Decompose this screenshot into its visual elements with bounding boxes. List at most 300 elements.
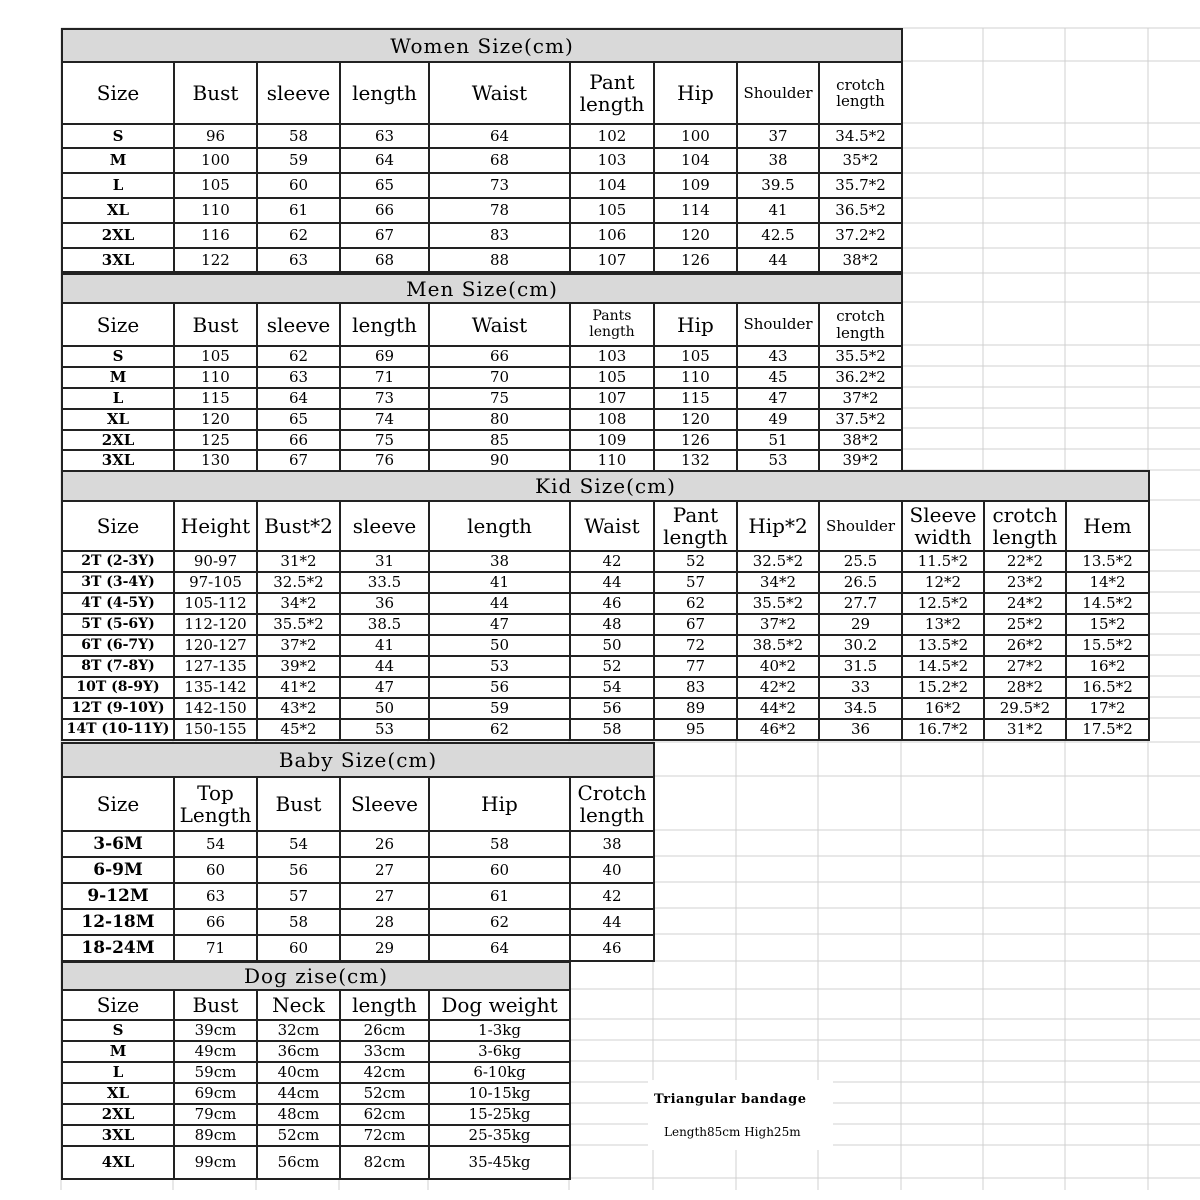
- women-header-hip: Hip: [654, 62, 737, 124]
- kid-value-cell: 36: [819, 719, 902, 740]
- kid-value-cell: 56: [570, 698, 654, 719]
- dog-value-cell: 89cm: [174, 1125, 257, 1146]
- women-title: Women Size(cm): [62, 29, 902, 62]
- kid-value-cell: 47: [340, 677, 429, 698]
- kid-value-cell: 48: [570, 614, 654, 635]
- women-size-cell: S: [62, 124, 174, 148]
- women-value-cell: 63: [340, 124, 429, 148]
- men-value-cell: 120: [654, 409, 737, 430]
- women-value-cell: 107: [570, 248, 654, 272]
- baby-value-cell: 61: [429, 883, 570, 909]
- women-header-size: Size: [62, 62, 174, 124]
- dog-size-cell: 2XL: [62, 1104, 174, 1125]
- baby-size-cell: 9-12M: [62, 883, 174, 909]
- dog-value-cell: 72cm: [340, 1125, 429, 1146]
- kid-value-cell: 42: [570, 551, 654, 572]
- men-value-cell: 126: [654, 430, 737, 450]
- women-value-cell: 110: [174, 198, 257, 223]
- note-detail: Length85cm High25m: [664, 1125, 801, 1139]
- kid-value-cell: 13.5*2: [902, 635, 984, 656]
- kid-size-cell: 6T (6-7Y): [62, 635, 174, 656]
- dog-size-cell: M: [62, 1041, 174, 1062]
- women-header-waist: Waist: [429, 62, 570, 124]
- men-header-waist: Waist: [429, 303, 570, 346]
- kid-value-cell: 95: [654, 719, 737, 740]
- dog-title: Dog zise(cm): [62, 962, 570, 990]
- kid-size-cell: 14T (10-11Y): [62, 719, 174, 740]
- men-header-shoulder: Shoulder: [737, 303, 819, 346]
- women-size-cell: M: [62, 148, 174, 173]
- women-value-cell: 66: [340, 198, 429, 223]
- dog-row: [62, 1146, 570, 1179]
- baby-value-cell: 60: [257, 935, 340, 961]
- men-value-cell: 62: [257, 346, 340, 367]
- women-size-cell: XL: [62, 198, 174, 223]
- baby-size-cell: 18-24M: [62, 935, 174, 961]
- men-row: [62, 346, 902, 367]
- women-value-cell: 65: [340, 173, 429, 198]
- women-value-cell: 35*2: [819, 148, 902, 173]
- kid-header-length: length: [429, 501, 570, 551]
- men-value-cell: 69: [340, 346, 429, 367]
- dog-header-dog-weight: Dog weight: [429, 990, 570, 1020]
- baby-value-cell: 66: [174, 909, 257, 935]
- women-value-cell: 36.5*2: [819, 198, 902, 223]
- dog-size-table: [61, 961, 571, 1180]
- men-value-cell: 120: [174, 409, 257, 430]
- men-value-cell: 105: [654, 346, 737, 367]
- men-value-cell: 90: [429, 450, 570, 471]
- kid-header-sleeve: sleeve: [340, 501, 429, 551]
- baby-value-cell: 44: [570, 909, 654, 935]
- baby-value-cell: 54: [257, 831, 340, 857]
- kid-header-shoulder: Shoulder: [819, 501, 902, 551]
- baby-row: [62, 935, 654, 961]
- kid-row: [62, 572, 1149, 593]
- dog-size-cell: L: [62, 1062, 174, 1083]
- dog-row: [62, 1020, 570, 1041]
- men-value-cell: 108: [570, 409, 654, 430]
- kid-value-cell: 41: [340, 635, 429, 656]
- men-size-cell: M: [62, 367, 174, 388]
- men-value-cell: 51: [737, 430, 819, 450]
- kid-value-cell: 15*2: [1066, 614, 1149, 635]
- women-value-cell: 67: [340, 223, 429, 248]
- kid-value-cell: 90-97: [174, 551, 257, 572]
- women-row: [62, 248, 902, 272]
- kid-value-cell: 42*2: [737, 677, 819, 698]
- kid-header-hip-2: Hip*2: [737, 501, 819, 551]
- baby-value-cell: 60: [429, 857, 570, 883]
- women-header-sleeve: sleeve: [257, 62, 340, 124]
- women-value-cell: 105: [174, 173, 257, 198]
- dog-value-cell: 59cm: [174, 1062, 257, 1083]
- dog-row: [62, 1041, 570, 1062]
- kid-header-waist: Waist: [570, 501, 654, 551]
- kid-value-cell: 83: [654, 677, 737, 698]
- kid-value-cell: 33: [819, 677, 902, 698]
- dog-value-cell: 69cm: [174, 1083, 257, 1104]
- dog-value-cell: 82cm: [340, 1146, 429, 1179]
- dog-value-cell: 62cm: [340, 1104, 429, 1125]
- women-value-cell: 116: [174, 223, 257, 248]
- men-size-cell: S: [62, 346, 174, 367]
- kid-header-hem: Hem: [1066, 501, 1149, 551]
- kid-value-cell: 16.7*2: [902, 719, 984, 740]
- women-value-cell: 37.2*2: [819, 223, 902, 248]
- men-size-cell: 3XL: [62, 450, 174, 471]
- kid-value-cell: 35.5*2: [737, 593, 819, 614]
- baby-title: Baby Size(cm): [62, 743, 654, 777]
- kid-title: Kid Size(cm): [62, 471, 1149, 501]
- women-row: [62, 198, 902, 223]
- dog-size-cell: 4XL: [62, 1146, 174, 1179]
- baby-value-cell: 71: [174, 935, 257, 961]
- kid-value-cell: 16.5*2: [1066, 677, 1149, 698]
- kid-value-cell: 72: [654, 635, 737, 656]
- women-value-cell: 103: [570, 148, 654, 173]
- baby-value-cell: 60: [174, 857, 257, 883]
- kid-value-cell: 27.7: [819, 593, 902, 614]
- kid-value-cell: 26*2: [984, 635, 1066, 656]
- note-title: Triangular bandage: [654, 1092, 807, 1107]
- women-value-cell: 64: [340, 148, 429, 173]
- men-value-cell: 76: [340, 450, 429, 471]
- women-header-crotch-length: crotch length: [819, 62, 902, 124]
- kid-row: [62, 635, 1149, 656]
- women-value-cell: 38: [737, 148, 819, 173]
- men-header-pants-length: Pants length: [570, 303, 654, 346]
- men-value-cell: 115: [174, 388, 257, 409]
- men-value-cell: 74: [340, 409, 429, 430]
- dog-value-cell: 1-3kg: [429, 1020, 570, 1041]
- dog-value-cell: 26cm: [340, 1020, 429, 1041]
- dog-value-cell: 49cm: [174, 1041, 257, 1062]
- women-value-cell: 102: [570, 124, 654, 148]
- dog-row: [62, 1104, 570, 1125]
- women-size-cell: 3XL: [62, 248, 174, 272]
- kid-value-cell: 32.5*2: [737, 551, 819, 572]
- men-value-cell: 107: [570, 388, 654, 409]
- triangular-bandage-note: [648, 1080, 833, 1150]
- kid-value-cell: 62: [429, 719, 570, 740]
- kid-value-cell: 57: [654, 572, 737, 593]
- women-value-cell: 109: [654, 173, 737, 198]
- men-size-cell: L: [62, 388, 174, 409]
- baby-size-cell: 12-18M: [62, 909, 174, 935]
- kid-header-height: Height: [174, 501, 257, 551]
- men-value-cell: 71: [340, 367, 429, 388]
- kid-value-cell: 50: [429, 635, 570, 656]
- kid-size-cell: 5T (5-6Y): [62, 614, 174, 635]
- dog-value-cell: 52cm: [257, 1125, 340, 1146]
- dog-size-cell: S: [62, 1020, 174, 1041]
- kid-header-size: Size: [62, 501, 174, 551]
- kid-value-cell: 11.5*2: [902, 551, 984, 572]
- women-value-cell: 126: [654, 248, 737, 272]
- men-row: [62, 367, 902, 388]
- women-size-cell: 2XL: [62, 223, 174, 248]
- kid-value-cell: 33.5: [340, 572, 429, 593]
- women-header-shoulder: Shoulder: [737, 62, 819, 124]
- kid-row: [62, 677, 1149, 698]
- women-value-cell: 100: [174, 148, 257, 173]
- women-value-cell: 58: [257, 124, 340, 148]
- baby-header-sleeve: Sleeve: [340, 777, 429, 831]
- kid-value-cell: 135-142: [174, 677, 257, 698]
- kid-size-cell: 3T (3-4Y): [62, 572, 174, 593]
- baby-header-crotch-length: Crotch length: [570, 777, 654, 831]
- kid-value-cell: 25.5: [819, 551, 902, 572]
- women-header-row: [62, 62, 902, 124]
- baby-header-row: [62, 777, 654, 831]
- kid-value-cell: 34.5: [819, 698, 902, 719]
- kid-value-cell: 28*2: [984, 677, 1066, 698]
- kid-value-cell: 46: [570, 593, 654, 614]
- dog-header-bust: Bust: [174, 990, 257, 1020]
- kid-value-cell: 77: [654, 656, 737, 677]
- kid-value-cell: 31*2: [984, 719, 1066, 740]
- men-value-cell: 63: [257, 367, 340, 388]
- women-value-cell: 88: [429, 248, 570, 272]
- dog-row: [62, 1083, 570, 1104]
- kid-value-cell: 50: [570, 635, 654, 656]
- men-size-cell: 2XL: [62, 430, 174, 450]
- women-value-cell: 68: [340, 248, 429, 272]
- kid-value-cell: 44*2: [737, 698, 819, 719]
- baby-row: [62, 857, 654, 883]
- men-row: [62, 409, 902, 430]
- dog-value-cell: 48cm: [257, 1104, 340, 1125]
- men-value-cell: 66: [429, 346, 570, 367]
- dog-value-cell: 3-6kg: [429, 1041, 570, 1062]
- men-header-size: Size: [62, 303, 174, 346]
- men-size-cell: XL: [62, 409, 174, 430]
- women-value-cell: 104: [570, 173, 654, 198]
- kid-row: [62, 719, 1149, 740]
- kid-value-cell: 59: [429, 698, 570, 719]
- kid-row: [62, 551, 1149, 572]
- kid-value-cell: 29: [819, 614, 902, 635]
- kid-value-cell: 53: [429, 656, 570, 677]
- kid-size-cell: 12T (9-10Y): [62, 698, 174, 719]
- women-value-cell: 42.5: [737, 223, 819, 248]
- women-value-cell: 73: [429, 173, 570, 198]
- baby-value-cell: 42: [570, 883, 654, 909]
- kid-value-cell: 17*2: [1066, 698, 1149, 719]
- kid-value-cell: 29.5*2: [984, 698, 1066, 719]
- men-value-cell: 43: [737, 346, 819, 367]
- kid-value-cell: 31: [340, 551, 429, 572]
- baby-header-bust: Bust: [257, 777, 340, 831]
- dog-value-cell: 35-45kg: [429, 1146, 570, 1179]
- kid-value-cell: 127-135: [174, 656, 257, 677]
- women-size-cell: L: [62, 173, 174, 198]
- dog-value-cell: 15-25kg: [429, 1104, 570, 1125]
- kid-value-cell: 13*2: [902, 614, 984, 635]
- kid-value-cell: 105-112: [174, 593, 257, 614]
- kid-value-cell: 31*2: [257, 551, 340, 572]
- dog-value-cell: 52cm: [340, 1083, 429, 1104]
- women-value-cell: 34.5*2: [819, 124, 902, 148]
- kid-value-cell: 50: [340, 698, 429, 719]
- kid-value-cell: 39*2: [257, 656, 340, 677]
- kid-value-cell: 27*2: [984, 656, 1066, 677]
- dog-value-cell: 36cm: [257, 1041, 340, 1062]
- women-value-cell: 105: [570, 198, 654, 223]
- kid-header-pant-length: Pant length: [654, 501, 737, 551]
- men-value-cell: 64: [257, 388, 340, 409]
- kid-value-cell: 52: [570, 656, 654, 677]
- dog-value-cell: 79cm: [174, 1104, 257, 1125]
- men-header-bust: Bust: [174, 303, 257, 346]
- kid-value-cell: 44: [570, 572, 654, 593]
- men-value-cell: 38*2: [819, 430, 902, 450]
- kid-value-cell: 34*2: [737, 572, 819, 593]
- kid-value-cell: 38.5*2: [737, 635, 819, 656]
- women-value-cell: 64: [429, 124, 570, 148]
- men-header-row: [62, 303, 902, 346]
- women-value-cell: 78: [429, 198, 570, 223]
- women-value-cell: 63: [257, 248, 340, 272]
- kid-value-cell: 17.5*2: [1066, 719, 1149, 740]
- baby-value-cell: 57: [257, 883, 340, 909]
- kid-value-cell: 97-105: [174, 572, 257, 593]
- kid-value-cell: 14*2: [1066, 572, 1149, 593]
- men-value-cell: 35.5*2: [819, 346, 902, 367]
- kid-value-cell: 58: [570, 719, 654, 740]
- men-value-cell: 105: [570, 367, 654, 388]
- dog-size-cell: XL: [62, 1083, 174, 1104]
- men-size-table: [61, 273, 903, 472]
- men-value-cell: 75: [429, 388, 570, 409]
- baby-row: [62, 883, 654, 909]
- baby-value-cell: 58: [429, 831, 570, 857]
- men-row: [62, 388, 902, 409]
- men-header-hip: Hip: [654, 303, 737, 346]
- men-value-cell: 67: [257, 450, 340, 471]
- baby-value-cell: 27: [340, 883, 429, 909]
- baby-value-cell: 58: [257, 909, 340, 935]
- kid-value-cell: 40*2: [737, 656, 819, 677]
- dog-value-cell: 10-15kg: [429, 1083, 570, 1104]
- kid-size-cell: 8T (7-8Y): [62, 656, 174, 677]
- men-value-cell: 70: [429, 367, 570, 388]
- men-row: [62, 430, 902, 450]
- dog-value-cell: 42cm: [340, 1062, 429, 1083]
- kid-value-cell: 47: [429, 614, 570, 635]
- men-row: [62, 450, 902, 471]
- men-value-cell: 49: [737, 409, 819, 430]
- baby-value-cell: 46: [570, 935, 654, 961]
- men-value-cell: 115: [654, 388, 737, 409]
- kid-value-cell: 37*2: [257, 635, 340, 656]
- men-title: Men Size(cm): [62, 274, 902, 303]
- kid-value-cell: 30.2: [819, 635, 902, 656]
- men-value-cell: 110: [654, 367, 737, 388]
- kid-value-cell: 52: [654, 551, 737, 572]
- men-value-cell: 73: [340, 388, 429, 409]
- women-value-cell: 38*2: [819, 248, 902, 272]
- kid-value-cell: 38.5: [340, 614, 429, 635]
- women-value-cell: 68: [429, 148, 570, 173]
- kid-value-cell: 14.5*2: [1066, 593, 1149, 614]
- baby-value-cell: 38: [570, 831, 654, 857]
- kid-value-cell: 26.5: [819, 572, 902, 593]
- kid-value-cell: 12.5*2: [902, 593, 984, 614]
- men-value-cell: 66: [257, 430, 340, 450]
- baby-row: [62, 909, 654, 935]
- women-size-table: [61, 28, 903, 273]
- baby-value-cell: 28: [340, 909, 429, 935]
- women-value-cell: 37: [737, 124, 819, 148]
- women-value-cell: 61: [257, 198, 340, 223]
- kid-value-cell: 41*2: [257, 677, 340, 698]
- kid-value-cell: 16*2: [902, 698, 984, 719]
- women-row: [62, 148, 902, 173]
- kid-value-cell: 34*2: [257, 593, 340, 614]
- kid-row: [62, 698, 1149, 719]
- women-row: [62, 223, 902, 248]
- kid-header-row: [62, 501, 1149, 551]
- baby-size-cell: 6-9M: [62, 857, 174, 883]
- kid-value-cell: 16*2: [1066, 656, 1149, 677]
- baby-value-cell: 26: [340, 831, 429, 857]
- women-value-cell: 96: [174, 124, 257, 148]
- kid-size-cell: 10T (8-9Y): [62, 677, 174, 698]
- men-value-cell: 80: [429, 409, 570, 430]
- kid-value-cell: 37*2: [737, 614, 819, 635]
- kid-value-cell: 25*2: [984, 614, 1066, 635]
- baby-header-top-length: Top Length: [174, 777, 257, 831]
- women-value-cell: 62: [257, 223, 340, 248]
- men-value-cell: 105: [174, 346, 257, 367]
- women-value-cell: 120: [654, 223, 737, 248]
- men-value-cell: 45: [737, 367, 819, 388]
- kid-value-cell: 32.5*2: [257, 572, 340, 593]
- dog-value-cell: 39cm: [174, 1020, 257, 1041]
- kid-value-cell: 14.5*2: [902, 656, 984, 677]
- baby-value-cell: 64: [429, 935, 570, 961]
- women-value-cell: 106: [570, 223, 654, 248]
- kid-value-cell: 13.5*2: [1066, 551, 1149, 572]
- kid-value-cell: 12*2: [902, 572, 984, 593]
- kid-value-cell: 54: [570, 677, 654, 698]
- kid-value-cell: 45*2: [257, 719, 340, 740]
- dog-header-row: [62, 990, 570, 1020]
- baby-value-cell: 63: [174, 883, 257, 909]
- baby-value-cell: 40: [570, 857, 654, 883]
- kid-value-cell: 56: [429, 677, 570, 698]
- women-value-cell: 122: [174, 248, 257, 272]
- kid-row: [62, 614, 1149, 635]
- kid-value-cell: 43*2: [257, 698, 340, 719]
- kid-size-cell: 2T (2-3Y): [62, 551, 174, 572]
- baby-size-cell: 3-6M: [62, 831, 174, 857]
- dog-header-size: Size: [62, 990, 174, 1020]
- kid-value-cell: 24*2: [984, 593, 1066, 614]
- women-value-cell: 39.5: [737, 173, 819, 198]
- kid-header-bust-2: Bust*2: [257, 501, 340, 551]
- kid-header-sleeve-width: Sleeve width: [902, 501, 984, 551]
- women-row: [62, 124, 902, 148]
- dog-row: [62, 1125, 570, 1146]
- men-value-cell: 53: [737, 450, 819, 471]
- men-value-cell: 110: [174, 367, 257, 388]
- men-value-cell: 110: [570, 450, 654, 471]
- kid-value-cell: 15.2*2: [902, 677, 984, 698]
- kid-value-cell: 150-155: [174, 719, 257, 740]
